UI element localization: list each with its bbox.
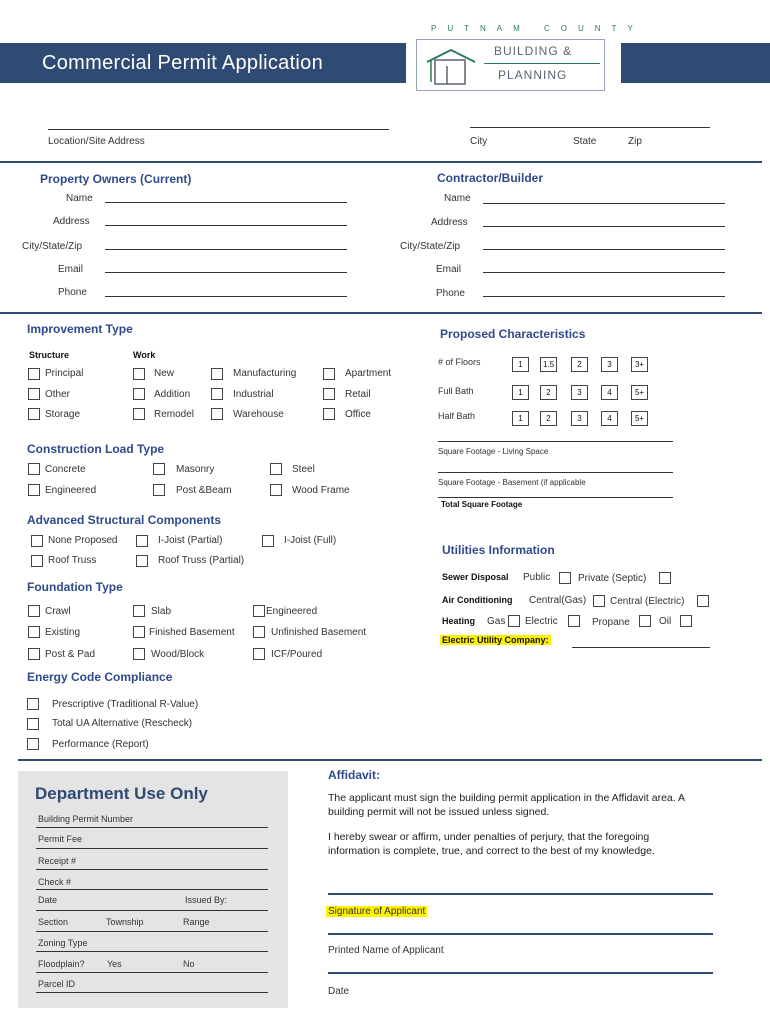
electric-company-field[interactable] [572, 647, 710, 648]
affidavit-para2: I hereby swear or affirm, under penalties of perjury, that the foregoing information is complete, true, and correct to the best of my knowledge. [328, 831, 655, 857]
zoning-label: Zoning Type [38, 938, 88, 948]
icf-poured-label: ICF/Poured [271, 649, 323, 660]
permit-number-field[interactable] [36, 827, 268, 828]
steel-label: Steel [292, 464, 315, 475]
signature-field[interactable] [328, 893, 713, 895]
floodplain-field[interactable] [36, 972, 268, 973]
check-label: Check # [38, 877, 72, 887]
steel-checkbox[interactable] [270, 463, 282, 475]
contractor-title: Contractor/Builder [437, 171, 544, 185]
affidavit-para1: The applicant must sign the building permit application in the Affidavit area. A building permit will not be issued unless signed. [328, 792, 685, 818]
owner-csz-field[interactable] [105, 249, 347, 250]
wood-block-label: Wood/Block [151, 649, 205, 660]
full-bath-option[interactable]: 3 [571, 385, 588, 400]
retail-checkbox[interactable] [323, 388, 335, 400]
floodplain-label: Floodplain? [38, 959, 85, 969]
owner-email-label: Email [58, 264, 84, 275]
new-checkbox[interactable] [133, 368, 145, 380]
structure-header: Structure [29, 350, 70, 360]
gas-checkbox[interactable] [508, 615, 520, 627]
full-bath-option[interactable]: 2 [540, 385, 557, 400]
site-address-line[interactable] [48, 129, 389, 130]
central-electric-label: Central (Electric) [610, 596, 685, 607]
half-bath-option[interactable]: 1 [512, 411, 529, 426]
post-pad-checkbox[interactable] [28, 648, 40, 660]
other-checkbox[interactable] [28, 388, 40, 400]
oil-checkbox[interactable] [680, 615, 692, 627]
performance-checkbox[interactable] [27, 738, 39, 750]
masonry-label: Masonry [176, 464, 215, 475]
central-gas-checkbox[interactable] [593, 595, 605, 607]
engineered-foundation-checkbox[interactable] [253, 605, 265, 617]
floodplain-no: No [183, 959, 195, 969]
floors-option[interactable]: 1.5 [540, 357, 557, 372]
addition-label: Addition [154, 389, 191, 400]
roof-truss-partial-checkbox[interactable] [136, 555, 148, 567]
wood-block-checkbox[interactable] [133, 648, 145, 660]
floors-option[interactable]: 1 [512, 357, 529, 372]
ijoist-partial-label: I-Joist (Partial) [158, 535, 223, 546]
electric-company-label: Electric Utility Company: [442, 635, 549, 645]
site-address-label: Location/Site Address [48, 136, 145, 147]
owner-address-field[interactable] [105, 225, 347, 226]
parcel-field[interactable] [36, 992, 268, 993]
utilities-title: Utilities Information [442, 543, 555, 557]
roof-truss-partial-label: Roof Truss (Partial) [158, 555, 245, 566]
private-checkbox[interactable] [659, 572, 671, 584]
oil-label: Oil [659, 616, 672, 627]
check-field[interactable] [36, 889, 268, 890]
owner-address-label: Address [53, 216, 90, 227]
storage-checkbox[interactable] [28, 408, 40, 420]
county-name: PUTNAM COUNTY [431, 24, 644, 33]
sqft-living-field[interactable] [438, 441, 673, 442]
half-bath-option[interactable]: 3 [571, 411, 588, 426]
electric-checkbox[interactable] [568, 615, 580, 627]
contractor-csz-field[interactable] [483, 249, 725, 250]
contractor-email-label: Email [436, 264, 462, 275]
total-sqft-field[interactable] [438, 497, 673, 498]
printed-name-field[interactable] [328, 933, 713, 935]
contractor-phone-label: Phone [436, 288, 465, 299]
receipt-field[interactable] [36, 869, 268, 870]
total-sqft-label: Total Square Footage [441, 500, 523, 509]
public-checkbox[interactable] [559, 572, 571, 584]
energy-title: Energy Code Compliance [27, 670, 173, 684]
roof-truss-label: Roof Truss [48, 555, 97, 566]
concrete-checkbox[interactable] [28, 463, 40, 475]
prescriptive-label: Prescriptive (Traditional R-Value) [52, 699, 199, 710]
permit-fee-label: Permit Fee [38, 834, 83, 844]
crawl-label: Crawl [45, 606, 71, 617]
owner-phone-field[interactable] [105, 296, 347, 297]
post-pad-label: Post & Pad [45, 649, 96, 660]
existing-checkbox[interactable] [28, 626, 40, 638]
roof-truss-checkbox[interactable] [31, 555, 43, 567]
ijoist-full-label: I-Joist (Full) [284, 535, 337, 546]
affidavit-title: Affidavit: [328, 768, 380, 782]
logo-line1: BUILDING & [494, 44, 573, 58]
contractor-csz-label: City/State/Zip [400, 241, 461, 252]
permit-number-label: Building Permit Number [38, 814, 134, 824]
house-icon [423, 46, 483, 86]
contractor-phone-field[interactable] [483, 296, 725, 297]
divider-top [0, 161, 762, 163]
full-bath-label: Full Bath [438, 386, 474, 396]
construction-title: Construction Load Type [27, 442, 165, 456]
apartment-label: Apartment [345, 368, 392, 379]
manufacturing-label: Manufacturing [233, 368, 297, 379]
section-label: Section [38, 917, 69, 927]
crawl-checkbox[interactable] [28, 605, 40, 617]
structural-title: Advanced Structural Components [27, 513, 222, 527]
full-bath-option[interactable]: 4 [601, 385, 618, 400]
propane-label: Propane [592, 617, 630, 628]
finished-basement-label: Finished Basement [149, 627, 235, 638]
floors-option[interactable]: 3+ [631, 357, 648, 372]
work-header: Work [133, 350, 156, 360]
slab-label: Slab [151, 606, 172, 617]
retail-label: Retail [345, 389, 371, 400]
masonry-checkbox[interactable] [153, 463, 165, 475]
dept-date-label: Date [38, 895, 58, 905]
contractor-address-label: Address [431, 217, 468, 228]
new-label: New [154, 368, 175, 379]
parcel-label: Parcel ID [38, 979, 76, 989]
permit-fee-field[interactable] [36, 848, 268, 849]
contractor-email-field[interactable] [483, 272, 725, 273]
principal-checkbox[interactable] [28, 368, 40, 380]
page-title: Commercial Permit Application [42, 52, 324, 74]
concrete-label: Concrete [45, 464, 86, 475]
owner-email-field[interactable] [105, 272, 347, 273]
prescriptive-checkbox[interactable] [27, 698, 39, 710]
contractor-address-field[interactable] [483, 226, 725, 227]
department-title: Department Use Only [35, 784, 208, 803]
header-band-right [621, 43, 770, 83]
industrial-checkbox[interactable] [211, 388, 223, 400]
central-electric-checkbox[interactable] [697, 595, 709, 607]
floors-option[interactable]: 2 [571, 357, 588, 372]
unfinished-basement-label: Unfinished Basement [271, 627, 367, 638]
existing-label: Existing [45, 627, 81, 638]
unfinished-basement-checkbox[interactable] [253, 626, 265, 638]
state-label: State [573, 136, 597, 147]
icf-poured-checkbox[interactable] [253, 648, 265, 660]
sqft-basement-label: Square Footage - Basement (if applicable [438, 478, 586, 487]
remodel-checkbox[interactable] [133, 408, 145, 420]
wood-frame-label: Wood Frame [292, 485, 350, 496]
finished-basement-checkbox[interactable] [133, 626, 145, 638]
date-field[interactable] [328, 972, 713, 974]
total-ua-checkbox[interactable] [27, 718, 39, 730]
issued-by-label: Issued By: [185, 895, 228, 905]
engineered-load-label: Engineered [45, 485, 97, 496]
post-beam-checkbox[interactable] [153, 484, 165, 496]
half-bath-label: Half Bath [438, 411, 476, 421]
city-label: City [470, 136, 488, 147]
central-gas-label: Central(Gas) [529, 595, 587, 606]
section-field[interactable] [36, 931, 268, 932]
proposed-title: Proposed Characteristics [440, 327, 586, 341]
floors-label: # of Floors [438, 357, 481, 367]
zoning-field[interactable] [36, 951, 268, 952]
half-bath-option[interactable]: 5+ [631, 411, 648, 426]
owner-phone-label: Phone [58, 287, 87, 298]
other-label: Other [45, 389, 71, 400]
remodel-label: Remodel [154, 409, 195, 420]
date-issued-field[interactable] [36, 910, 268, 911]
post-beam-label: Post &Beam [176, 485, 232, 496]
office-label: Office [345, 409, 371, 420]
performance-label: Performance (Report) [52, 739, 149, 750]
owner-name-field[interactable] [105, 202, 347, 203]
half-bath-option[interactable]: 4 [601, 411, 618, 426]
floors-option[interactable]: 3 [601, 357, 618, 372]
manufacturing-checkbox[interactable] [211, 368, 223, 380]
full-bath-option[interactable]: 5+ [631, 385, 648, 400]
wood-frame-checkbox[interactable] [270, 484, 282, 496]
range-label: Range [183, 917, 210, 927]
receipt-label: Receipt # [38, 856, 77, 866]
private-label: Private (Septic) [578, 573, 647, 584]
foundation-title: Foundation Type [27, 580, 123, 594]
improvement-title: Improvement Type [27, 322, 133, 336]
half-bath-option[interactable]: 2 [540, 411, 557, 426]
sewer-label: Sewer Disposal [442, 572, 509, 582]
none-proposed-checkbox[interactable] [31, 535, 43, 547]
township-label: Township [106, 917, 144, 927]
none-proposed-label: None Proposed [48, 535, 118, 546]
slab-checkbox[interactable] [133, 605, 145, 617]
industrial-label: Industrial [233, 389, 274, 400]
public-label: Public [523, 572, 551, 583]
warehouse-label: Warehouse [233, 409, 284, 420]
full-bath-option[interactable]: 1 [512, 385, 529, 400]
owners-title: Property Owners (Current) [40, 172, 192, 186]
signature-label: Signature of Applicant [328, 906, 426, 917]
contractor-name-label: Name [444, 193, 471, 204]
ac-label: Air Conditioning [442, 595, 513, 605]
owner-csz-label: City/State/Zip [22, 241, 83, 252]
office-checkbox[interactable] [323, 408, 335, 420]
addition-checkbox[interactable] [133, 388, 145, 400]
ijoist-partial-checkbox[interactable] [136, 535, 148, 547]
engineered-foundation-label: Engineered [266, 606, 318, 617]
owner-name-label: Name [66, 193, 93, 204]
floodplain-yes: Yes [107, 959, 122, 969]
divider-bottom [18, 759, 762, 761]
gas-label: Gas [487, 616, 506, 627]
total-ua-label: Total UA Alternative (Rescheck) [52, 718, 193, 729]
logo-line2: PLANNING [498, 68, 568, 82]
heating-label: Heating [442, 616, 476, 626]
city-state-zip-line[interactable] [470, 127, 710, 128]
ijoist-full-checkbox[interactable] [262, 535, 274, 547]
contractor-name-field[interactable] [483, 203, 725, 204]
warehouse-checkbox[interactable] [211, 408, 223, 420]
propane-checkbox[interactable] [639, 615, 651, 627]
divider-mid [0, 312, 762, 314]
apartment-checkbox[interactable] [323, 368, 335, 380]
storage-label: Storage [45, 409, 81, 420]
engineered-load-checkbox[interactable] [28, 484, 40, 496]
sqft-basement-field[interactable] [438, 472, 673, 473]
printed-name-label: Printed Name of Applicant [328, 945, 444, 956]
affidavit-date-label: Date [328, 986, 350, 997]
logo-divider [484, 63, 600, 64]
principal-label: Principal [45, 368, 84, 379]
zip-label: Zip [628, 136, 642, 147]
electric-label: Electric [525, 616, 558, 627]
sqft-living-label: Square Footage - Living Space [438, 447, 549, 456]
